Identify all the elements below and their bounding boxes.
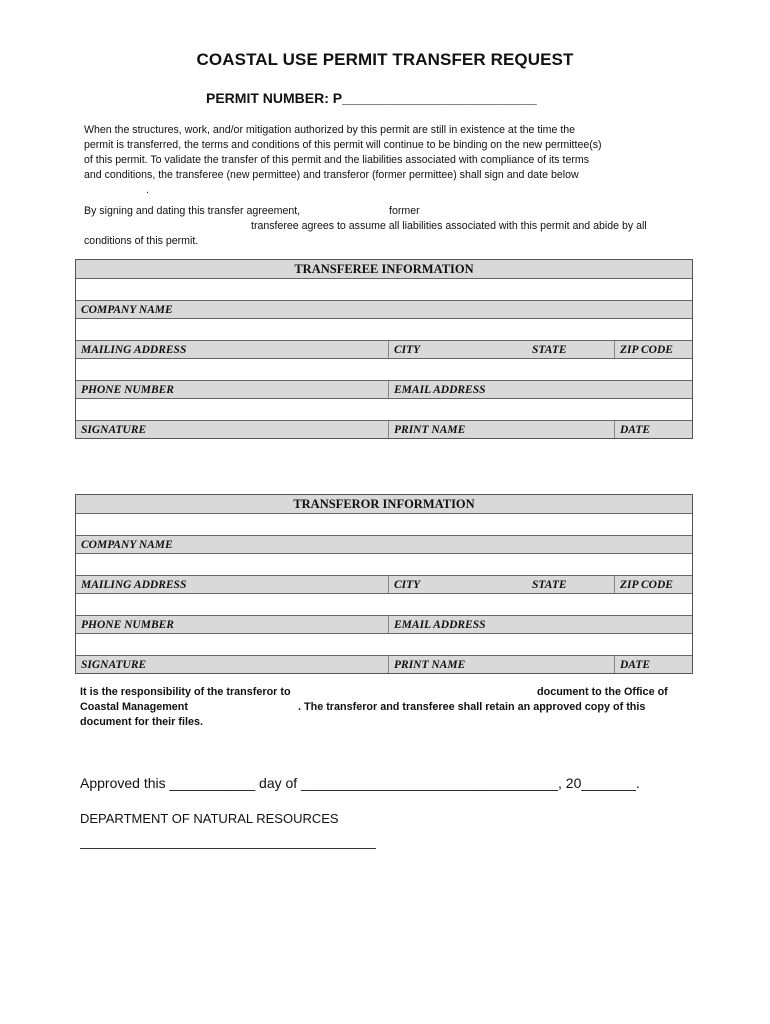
transferee-contact-field[interactable] [76,358,692,380]
transferee-state-label: STATE [532,344,567,356]
transferee-date-label: DATE [620,424,651,436]
transferee-company-field[interactable] [76,278,692,300]
transferor-signature-field[interactable] [76,633,692,655]
transferee-company-label-row [76,300,692,318]
intro-line-5: . [146,184,149,196]
responsibility-part-4: . The transferor and transferee shall retain an approved copy of this [298,701,646,713]
form-title: COASTAL USE PERMIT TRANSFER REQUEST [196,50,574,69]
transferee-signature-label: SIGNATURE [81,424,147,436]
agreement-paragraph [84,204,694,249]
transferee-email-label: EMAIL ADDRESS [394,384,486,396]
intro-line-4: and conditions, the transferee (new permittee) and transferor (former permittee) shall sign and date below [84,169,579,181]
intro-line-2: permit is transferred, the terms and conditions of this permit will continue to be binding on the new permittee(s) [84,139,602,151]
intro-line-1: When the structures, work, and/or mitigation authorized by this permit are still in existence at the time the [84,124,576,136]
transferee-print-name-label: PRINT NAME [394,424,466,436]
transferee-address-field[interactable] [76,318,692,340]
responsibility-part-3: Coastal Management [80,701,188,713]
permit-number-field[interactable]: PERMIT NUMBER: P_________________________ [206,90,537,106]
agreement-line-2: transferee agrees to assume all liabilities associated with this permit and abide by all [251,220,647,232]
approved-line[interactable]: Approved this ___________ day of _________________________________, 20_______. [80,775,640,791]
transferee-signature-field[interactable] [76,398,692,420]
transferor-signature-label-row [76,655,692,673]
transferor-print-name-label: PRINT NAME [394,659,466,671]
agreement-part-1: By signing and dating this transfer agreement, [84,205,301,217]
transferor-state-label: STATE [532,579,567,591]
transferee-phone-label: PHONE NUMBER [81,384,174,396]
transferee-mailing-label: MAILING ADDRESS [81,344,187,356]
transferor-address-field[interactable] [76,553,692,575]
transferor-contact-label-row [76,615,692,633]
responsibility-paragraph [80,685,690,730]
transferor-city-label: CITY [394,579,421,591]
agreement-part-2: former [389,205,420,217]
transferee-company-label: COMPANY NAME [81,304,173,316]
transferor-date-label: DATE [620,659,651,671]
intro-line-3: of this permit. To validate the transfer of this permit and the liabilities associated with compliance of its terms [84,154,590,166]
responsibility-line-3: document for their files. [80,716,203,728]
intro-paragraph [84,123,694,198]
transferor-company-field[interactable] [76,513,692,535]
transferee-header: TRANSFEREE INFORMATION [76,260,692,278]
transferor-email-label: EMAIL ADDRESS [394,619,486,631]
transferee-address-label-row [76,340,692,358]
transferor-company-label-row [76,535,692,553]
transferor-table [75,494,693,674]
transferee-city-label: CITY [394,344,421,356]
transferee-signature-label-row [76,420,692,438]
transferor-phone-label: PHONE NUMBER [81,619,174,631]
transferor-header: TRANSFEROR INFORMATION [76,495,692,513]
department-signature-line[interactable] [80,848,376,849]
transferor-mailing-label: MAILING ADDRESS [81,579,187,591]
transferor-zip-label: ZIP CODE [620,579,673,591]
responsibility-part-1: It is the responsibility of the transferor to [80,686,291,698]
transferee-contact-label-row [76,380,692,398]
transferor-address-label-row [76,575,692,593]
responsibility-part-2: document to the Office of [537,686,668,698]
transferee-zip-label: ZIP CODE [620,344,673,356]
agreement-line-3: conditions of this permit. [84,235,199,247]
department-name: DEPARTMENT OF NATURAL RESOURCES [80,811,339,826]
transferor-company-label: COMPANY NAME [81,539,173,551]
transferor-signature-label: SIGNATURE [81,659,147,671]
transferee-table [75,259,693,439]
transferor-contact-field[interactable] [76,593,692,615]
